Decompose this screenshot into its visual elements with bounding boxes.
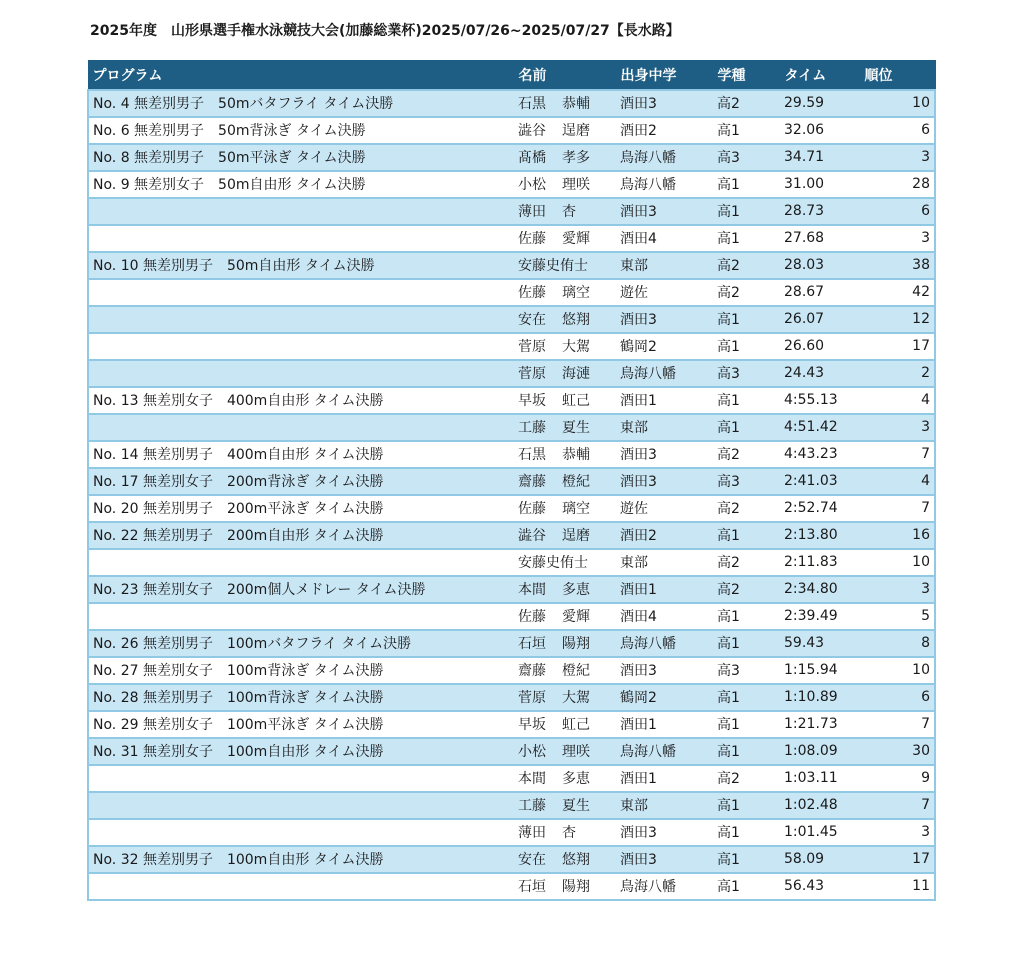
surname: 菅原 bbox=[518, 366, 546, 382]
given-name: 夏生 bbox=[562, 420, 590, 436]
school-cell: 酒田2 bbox=[616, 522, 713, 549]
school-cell: 酒田3 bbox=[616, 441, 713, 468]
surname: 髙橋 bbox=[518, 150, 546, 166]
rank-cell: 8 bbox=[860, 630, 935, 657]
swimmer-name-cell bbox=[514, 792, 616, 819]
time-cell: 34.71 bbox=[780, 144, 860, 171]
given-name: 橙紀 bbox=[562, 663, 590, 679]
table-row bbox=[88, 90, 935, 117]
rank-cell: 10 bbox=[860, 90, 935, 117]
program-cell: No. 10 無差別男子 50m自由形 タイム決勝 bbox=[88, 252, 514, 279]
program-cell: No. 8 無差別男子 50m平泳ぎ タイム決勝 bbox=[88, 144, 514, 171]
program-cell: No. 14 無差別男子 400m自由形 タイム決勝 bbox=[88, 441, 514, 468]
rank-cell: 7 bbox=[860, 441, 935, 468]
swimmer-name-cell bbox=[514, 117, 616, 144]
program-cell: No. 20 無差別男子 200m平泳ぎ タイム決勝 bbox=[88, 495, 514, 522]
rank-cell: 28 bbox=[860, 171, 935, 198]
swimmer-name-cell bbox=[514, 387, 616, 414]
school-cell: 酒田3 bbox=[616, 198, 713, 225]
table-row bbox=[88, 468, 935, 495]
column-header-program: プログラム bbox=[88, 61, 514, 90]
time-cell: 26.60 bbox=[780, 333, 860, 360]
given-name: 理咲 bbox=[562, 177, 590, 193]
surname: 菅原 bbox=[518, 690, 546, 706]
surname: 佐藤 bbox=[518, 501, 546, 517]
table-row bbox=[88, 765, 935, 792]
grade-cell: 高1 bbox=[713, 117, 780, 144]
surname: 菅原 bbox=[518, 339, 546, 355]
surname: 石垣 bbox=[518, 879, 546, 895]
surname: 小松 bbox=[518, 744, 546, 760]
swimmer-name-cell bbox=[514, 333, 616, 360]
swimmer-name-cell bbox=[514, 171, 616, 198]
swimmer-name-cell bbox=[514, 414, 616, 441]
rank-cell: 3 bbox=[860, 819, 935, 846]
school-cell: 酒田3 bbox=[616, 306, 713, 333]
table-row bbox=[88, 198, 935, 225]
given-name: 悠翔 bbox=[562, 852, 590, 868]
given-name: 多恵 bbox=[562, 582, 590, 598]
grade-cell: 高1 bbox=[713, 684, 780, 711]
program-cell bbox=[88, 360, 514, 387]
grade-cell: 高1 bbox=[713, 846, 780, 873]
time-cell: 2:13.80 bbox=[780, 522, 860, 549]
given-name: 杏 bbox=[562, 825, 576, 841]
surname: 安藤史侑士 bbox=[518, 258, 588, 274]
swimmer-name-cell bbox=[514, 873, 616, 900]
school-cell: 鳥海八幡 bbox=[616, 873, 713, 900]
given-name: 璃空 bbox=[562, 501, 590, 517]
grade-cell: 高2 bbox=[713, 495, 780, 522]
rank-cell: 7 bbox=[860, 495, 935, 522]
time-cell: 59.43 bbox=[780, 630, 860, 657]
surname: 小松 bbox=[518, 177, 546, 193]
grade-cell: 高1 bbox=[713, 630, 780, 657]
table-row bbox=[88, 306, 935, 333]
rank-cell: 10 bbox=[860, 657, 935, 684]
rank-cell: 30 bbox=[860, 738, 935, 765]
school-cell: 酒田3 bbox=[616, 819, 713, 846]
swimmer-name-cell bbox=[514, 819, 616, 846]
grade-cell: 高1 bbox=[713, 387, 780, 414]
school-cell: 東部 bbox=[616, 252, 713, 279]
table-row bbox=[88, 603, 935, 630]
rank-cell: 17 bbox=[860, 333, 935, 360]
program-cell: No. 32 無差別男子 100m自由形 タイム決勝 bbox=[88, 846, 514, 873]
program-cell bbox=[88, 414, 514, 441]
swimmer-name-cell bbox=[514, 657, 616, 684]
given-name: 虹己 bbox=[562, 717, 590, 733]
column-header-school: 出身中学 bbox=[616, 61, 713, 90]
program-cell: No. 28 無差別男子 100m背泳ぎ タイム決勝 bbox=[88, 684, 514, 711]
program-cell bbox=[88, 279, 514, 306]
time-cell: 1:08.09 bbox=[780, 738, 860, 765]
program-cell bbox=[88, 603, 514, 630]
school-cell: 酒田4 bbox=[616, 225, 713, 252]
program-cell: No. 22 無差別男子 200m自由形 タイム決勝 bbox=[88, 522, 514, 549]
column-header-rank: 順位 bbox=[860, 61, 935, 90]
surname: 本間 bbox=[518, 582, 546, 598]
surname: 佐藤 bbox=[518, 609, 546, 625]
program-cell: No. 29 無差別女子 100m平泳ぎ タイム決勝 bbox=[88, 711, 514, 738]
grade-cell: 高1 bbox=[713, 225, 780, 252]
time-cell: 2:41.03 bbox=[780, 468, 860, 495]
table-row bbox=[88, 360, 935, 387]
table-body bbox=[88, 90, 935, 900]
swimmer-name-cell bbox=[514, 711, 616, 738]
given-name: 恭輔 bbox=[562, 96, 590, 112]
time-cell: 26.07 bbox=[780, 306, 860, 333]
table-row bbox=[88, 522, 935, 549]
table-row bbox=[88, 171, 935, 198]
program-cell: No. 26 無差別男子 100mバタフライ タイム決勝 bbox=[88, 630, 514, 657]
surname: 佐藤 bbox=[518, 231, 546, 247]
results-table bbox=[87, 60, 936, 901]
school-cell: 鳥海八幡 bbox=[616, 360, 713, 387]
table-row bbox=[88, 873, 935, 900]
rank-cell: 3 bbox=[860, 576, 935, 603]
rank-cell: 6 bbox=[860, 117, 935, 144]
table-row bbox=[88, 414, 935, 441]
program-cell bbox=[88, 198, 514, 225]
program-cell: No. 23 無差別女子 200m個人メドレー タイム決勝 bbox=[88, 576, 514, 603]
grade-cell: 高3 bbox=[713, 144, 780, 171]
rank-cell: 42 bbox=[860, 279, 935, 306]
swimmer-name-cell bbox=[514, 468, 616, 495]
grade-cell: 高1 bbox=[713, 414, 780, 441]
given-name: 多恵 bbox=[562, 771, 590, 787]
given-name: 悠翔 bbox=[562, 312, 590, 328]
swimmer-name-cell bbox=[514, 603, 616, 630]
rank-cell: 12 bbox=[860, 306, 935, 333]
page-title: 2025年度 山形県選手権水泳競技大会(加藤総業杯)2025/07/26~2025/07/27【長水路】 bbox=[90, 23, 680, 39]
given-name: 大駕 bbox=[562, 339, 590, 355]
time-cell: 1:02.48 bbox=[780, 792, 860, 819]
swimmer-name-cell bbox=[514, 684, 616, 711]
time-cell: 29.59 bbox=[780, 90, 860, 117]
rank-cell: 7 bbox=[860, 711, 935, 738]
time-cell: 32.06 bbox=[780, 117, 860, 144]
program-cell: No. 13 無差別女子 400m自由形 タイム決勝 bbox=[88, 387, 514, 414]
given-name: 恭輔 bbox=[562, 447, 590, 463]
time-cell: 24.43 bbox=[780, 360, 860, 387]
grade-cell: 高2 bbox=[713, 252, 780, 279]
surname: 石垣 bbox=[518, 636, 546, 652]
given-name: 虹己 bbox=[562, 393, 590, 409]
time-cell: 2:39.49 bbox=[780, 603, 860, 630]
grade-cell: 高2 bbox=[713, 90, 780, 117]
program-cell: No. 27 無差別女子 100m背泳ぎ タイム決勝 bbox=[88, 657, 514, 684]
program-cell bbox=[88, 765, 514, 792]
grade-cell: 高3 bbox=[713, 468, 780, 495]
school-cell: 鶴岡2 bbox=[616, 684, 713, 711]
grade-cell: 高1 bbox=[713, 198, 780, 225]
given-name: 大駕 bbox=[562, 690, 590, 706]
school-cell: 酒田3 bbox=[616, 846, 713, 873]
time-cell: 1:21.73 bbox=[780, 711, 860, 738]
table-row bbox=[88, 252, 935, 279]
grade-cell: 高1 bbox=[713, 738, 780, 765]
time-cell: 1:10.89 bbox=[780, 684, 860, 711]
swimmer-name-cell bbox=[514, 846, 616, 873]
table-row bbox=[88, 279, 935, 306]
school-cell: 東部 bbox=[616, 414, 713, 441]
given-name: 陽翔 bbox=[562, 879, 590, 895]
time-cell: 1:01.45 bbox=[780, 819, 860, 846]
swimmer-name-cell bbox=[514, 225, 616, 252]
surname: 薄田 bbox=[518, 204, 546, 220]
program-cell: No. 9 無差別女子 50m自由形 タイム決勝 bbox=[88, 171, 514, 198]
grade-cell: 高1 bbox=[713, 171, 780, 198]
program-cell bbox=[88, 873, 514, 900]
given-name: 海漣 bbox=[562, 366, 590, 382]
grade-cell: 高1 bbox=[713, 522, 780, 549]
grade-cell: 高2 bbox=[713, 279, 780, 306]
time-cell: 4:43.23 bbox=[780, 441, 860, 468]
given-name: 杏 bbox=[562, 204, 576, 220]
surname: 本間 bbox=[518, 771, 546, 787]
table-row bbox=[88, 387, 935, 414]
surname: 石黒 bbox=[518, 96, 546, 112]
surname: 安藤史侑士 bbox=[518, 555, 588, 571]
column-header-grade: 学種 bbox=[713, 61, 780, 90]
school-cell: 鳥海八幡 bbox=[616, 144, 713, 171]
table-row bbox=[88, 117, 935, 144]
time-cell: 2:52.74 bbox=[780, 495, 860, 522]
surname: 石黒 bbox=[518, 447, 546, 463]
given-name: 陽翔 bbox=[562, 636, 590, 652]
rank-cell: 11 bbox=[860, 873, 935, 900]
grade-cell: 高2 bbox=[713, 765, 780, 792]
rank-cell: 6 bbox=[860, 198, 935, 225]
table-row bbox=[88, 495, 935, 522]
given-name: 橙紀 bbox=[562, 474, 590, 490]
given-name: 夏生 bbox=[562, 798, 590, 814]
column-header-name: 名前 bbox=[514, 61, 616, 90]
surname: 薄田 bbox=[518, 825, 546, 841]
grade-cell: 高1 bbox=[713, 603, 780, 630]
grade-cell: 高2 bbox=[713, 441, 780, 468]
program-cell: No. 6 無差別男子 50m背泳ぎ タイム決勝 bbox=[88, 117, 514, 144]
grade-cell: 高1 bbox=[713, 711, 780, 738]
swimmer-name-cell bbox=[514, 738, 616, 765]
rank-cell: 3 bbox=[860, 144, 935, 171]
school-cell: 鳥海八幡 bbox=[616, 630, 713, 657]
table-row bbox=[88, 225, 935, 252]
time-cell: 31.00 bbox=[780, 171, 860, 198]
table-row bbox=[88, 657, 935, 684]
swimmer-name-cell bbox=[514, 441, 616, 468]
swimmer-name-cell bbox=[514, 549, 616, 576]
school-cell: 遊佐 bbox=[616, 495, 713, 522]
swimmer-name-cell bbox=[514, 360, 616, 387]
surname: 工藤 bbox=[518, 420, 546, 436]
surname: 工藤 bbox=[518, 798, 546, 814]
grade-cell: 高1 bbox=[713, 819, 780, 846]
program-cell bbox=[88, 306, 514, 333]
program-cell bbox=[88, 549, 514, 576]
rank-cell: 16 bbox=[860, 522, 935, 549]
program-cell bbox=[88, 225, 514, 252]
grade-cell: 高1 bbox=[713, 306, 780, 333]
rank-cell: 9 bbox=[860, 765, 935, 792]
swimmer-name-cell bbox=[514, 522, 616, 549]
table-row bbox=[88, 144, 935, 171]
given-name: 愛輝 bbox=[562, 609, 590, 625]
swimmer-name-cell bbox=[514, 198, 616, 225]
grade-cell: 高1 bbox=[713, 333, 780, 360]
school-cell: 酒田1 bbox=[616, 711, 713, 738]
given-name: 逞磨 bbox=[562, 123, 590, 139]
program-cell: No. 17 無差別女子 200m背泳ぎ タイム決勝 bbox=[88, 468, 514, 495]
rank-cell: 5 bbox=[860, 603, 935, 630]
rank-cell: 3 bbox=[860, 414, 935, 441]
rank-cell: 2 bbox=[860, 360, 935, 387]
time-cell: 28.73 bbox=[780, 198, 860, 225]
program-cell: No. 31 無差別女子 100m自由形 タイム決勝 bbox=[88, 738, 514, 765]
rank-cell: 4 bbox=[860, 387, 935, 414]
swimmer-name-cell bbox=[514, 252, 616, 279]
time-cell: 1:15.94 bbox=[780, 657, 860, 684]
school-cell: 酒田1 bbox=[616, 765, 713, 792]
table-row bbox=[88, 630, 935, 657]
school-cell: 鶴岡2 bbox=[616, 333, 713, 360]
school-cell: 酒田1 bbox=[616, 576, 713, 603]
swimmer-name-cell bbox=[514, 576, 616, 603]
school-cell: 酒田4 bbox=[616, 603, 713, 630]
surname: 齋藤 bbox=[518, 474, 546, 490]
given-name: 愛輝 bbox=[562, 231, 590, 247]
grade-cell: 高2 bbox=[713, 576, 780, 603]
table-row bbox=[88, 441, 935, 468]
rank-cell: 10 bbox=[860, 549, 935, 576]
given-name: 理咲 bbox=[562, 744, 590, 760]
rank-cell: 4 bbox=[860, 468, 935, 495]
table-row bbox=[88, 711, 935, 738]
swimmer-name-cell bbox=[514, 144, 616, 171]
table-row bbox=[88, 576, 935, 603]
rank-cell: 38 bbox=[860, 252, 935, 279]
swimmer-name-cell bbox=[514, 765, 616, 792]
swimmer-name-cell bbox=[514, 495, 616, 522]
grade-cell: 高1 bbox=[713, 792, 780, 819]
grade-cell: 高1 bbox=[713, 873, 780, 900]
school-cell: 酒田2 bbox=[616, 117, 713, 144]
grade-cell: 高2 bbox=[713, 549, 780, 576]
surname: 安在 bbox=[518, 312, 546, 328]
rank-cell: 17 bbox=[860, 846, 935, 873]
rank-cell: 6 bbox=[860, 684, 935, 711]
table-row bbox=[88, 549, 935, 576]
table-row bbox=[88, 819, 935, 846]
program-cell: No. 4 無差別男子 50mバタフライ タイム決勝 bbox=[88, 90, 514, 117]
time-cell: 4:51.42 bbox=[780, 414, 860, 441]
table-row bbox=[88, 738, 935, 765]
time-cell: 2:34.80 bbox=[780, 576, 860, 603]
grade-cell: 高3 bbox=[713, 657, 780, 684]
surname: 早坂 bbox=[518, 717, 546, 733]
time-cell: 28.67 bbox=[780, 279, 860, 306]
table-row bbox=[88, 792, 935, 819]
swimmer-name-cell bbox=[514, 630, 616, 657]
program-cell bbox=[88, 792, 514, 819]
school-cell: 酒田3 bbox=[616, 657, 713, 684]
table-row bbox=[88, 684, 935, 711]
surname: 澁谷 bbox=[518, 123, 546, 139]
school-cell: 東部 bbox=[616, 792, 713, 819]
surname: 安在 bbox=[518, 852, 546, 868]
school-cell: 遊佐 bbox=[616, 279, 713, 306]
rank-cell: 3 bbox=[860, 225, 935, 252]
swimmer-name-cell bbox=[514, 90, 616, 117]
rank-cell: 7 bbox=[860, 792, 935, 819]
time-cell: 4:55.13 bbox=[780, 387, 860, 414]
school-cell: 鳥海八幡 bbox=[616, 171, 713, 198]
time-cell: 27.68 bbox=[780, 225, 860, 252]
header-row bbox=[88, 61, 935, 90]
surname: 佐藤 bbox=[518, 285, 546, 301]
surname: 齋藤 bbox=[518, 663, 546, 679]
school-cell: 鳥海八幡 bbox=[616, 738, 713, 765]
time-cell: 56.43 bbox=[780, 873, 860, 900]
swimmer-name-cell bbox=[514, 279, 616, 306]
surname: 早坂 bbox=[518, 393, 546, 409]
time-cell: 1:03.11 bbox=[780, 765, 860, 792]
grade-cell: 高3 bbox=[713, 360, 780, 387]
given-name: 孝多 bbox=[562, 150, 590, 166]
table-row bbox=[88, 846, 935, 873]
swimmer-name-cell bbox=[514, 306, 616, 333]
time-cell: 2:11.83 bbox=[780, 549, 860, 576]
school-cell: 東部 bbox=[616, 549, 713, 576]
program-cell bbox=[88, 333, 514, 360]
surname: 澁谷 bbox=[518, 528, 546, 544]
school-cell: 酒田3 bbox=[616, 468, 713, 495]
school-cell: 酒田1 bbox=[616, 387, 713, 414]
time-cell: 28.03 bbox=[780, 252, 860, 279]
school-cell: 酒田3 bbox=[616, 90, 713, 117]
program-cell bbox=[88, 819, 514, 846]
given-name: 逞磨 bbox=[562, 528, 590, 544]
table-row bbox=[88, 333, 935, 360]
time-cell: 58.09 bbox=[780, 846, 860, 873]
given-name: 璃空 bbox=[562, 285, 590, 301]
column-header-time: タイム bbox=[780, 61, 860, 90]
